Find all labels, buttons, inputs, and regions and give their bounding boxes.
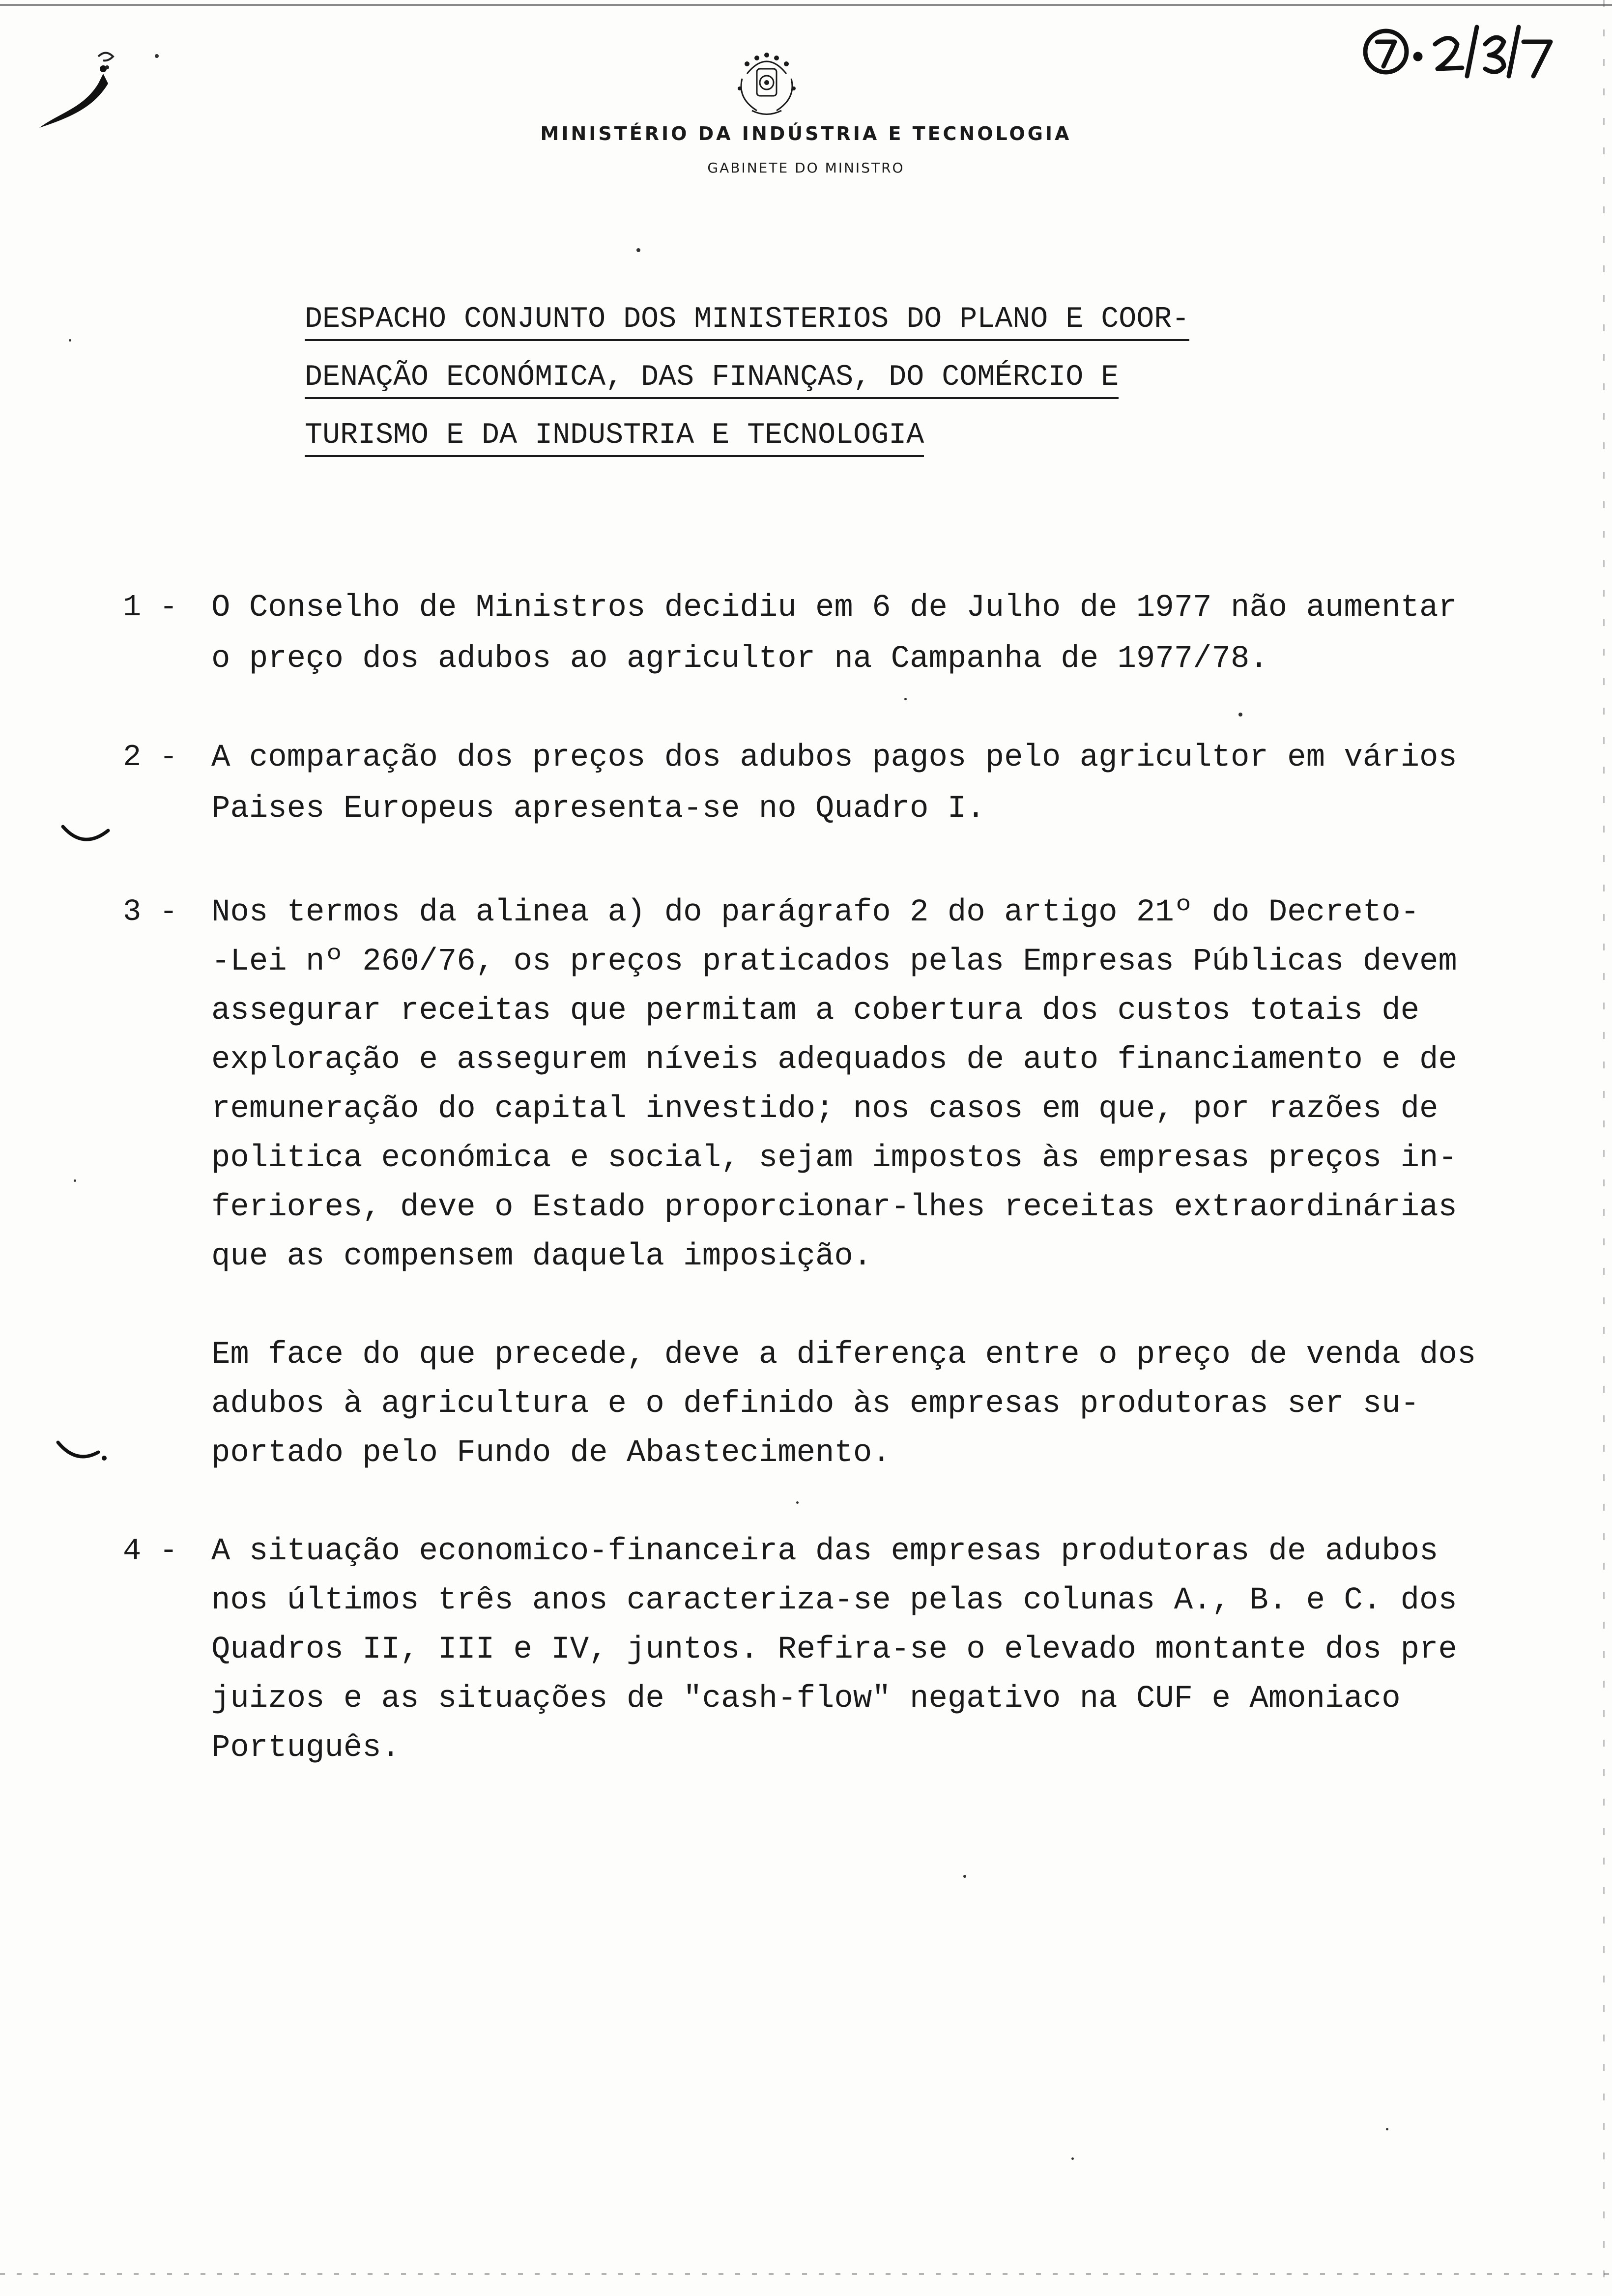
document-title xyxy=(305,305,1347,479)
paragraph-line: politica económica e social, sejam impostos às empresas preços in- xyxy=(211,1141,1457,1176)
paragraph-number: 4 - xyxy=(123,1533,178,1568)
speck xyxy=(69,339,71,342)
scan-edge-bottom xyxy=(0,2273,1612,2275)
paragraph-line: -Lei nº 260/76, os preços praticados pelas Empresas Públicas devem xyxy=(211,944,1457,979)
paragraph-number: 2 - xyxy=(123,740,178,775)
paragraph-line: exploração e assegurem níveis adequados de auto financiamento e de xyxy=(211,1042,1457,1078)
paragraph-line: Quadros II, III e IV, juntos. Refira-se o elevado montante dos pre xyxy=(211,1632,1457,1667)
paragraph-line: juizos e as situações de "cash-flow" negativo na CUF e Amoniaco xyxy=(211,1681,1401,1717)
paragraph-line: Nos termos da alinea a) do parágrafo 2 do artigo 21º do Decreto- xyxy=(211,895,1419,930)
check-tick-mark-icon xyxy=(59,821,113,850)
paragraph-number: 1 - xyxy=(123,590,178,625)
scan-edge-right xyxy=(1603,0,1605,2296)
ink-speck-icon xyxy=(93,47,123,76)
speck xyxy=(74,1179,76,1182)
handwritten-reference-annotation xyxy=(1356,15,1563,88)
paragraph-line: Em face do que precede, deve a diferença entre o preço de venda dos xyxy=(211,1337,1476,1373)
speck xyxy=(904,698,907,700)
paragraph-line: A comparação dos preços dos adubos pagos pelo agricultor em vários xyxy=(211,740,1457,775)
speck xyxy=(1238,713,1242,717)
paragraph-line: remuneração do capital investido; nos casos em que, por razões de xyxy=(211,1091,1439,1127)
speck xyxy=(963,1875,966,1878)
paragraph-line: Paises Europeus apresenta-se no Quadro I. xyxy=(211,791,985,827)
title-line: DESPACHO CONJUNTO DOS MINISTERIOS DO PLANO E COOR- xyxy=(305,305,1347,363)
cabinet-name: GABINETE DO MINISTRO xyxy=(707,160,905,176)
paragraph-number: 3 - xyxy=(123,894,178,929)
speck xyxy=(636,248,640,252)
speck xyxy=(1386,2128,1388,2130)
scan-edge-top xyxy=(0,4,1612,6)
paragraph-line: Português. xyxy=(211,1730,401,1766)
paragraph-line: portado pelo Fundo de Abastecimento. xyxy=(211,1435,891,1471)
paragraph-line: que as compensem daquela imposição. xyxy=(211,1239,872,1274)
speck xyxy=(155,54,159,58)
title-line: DENAÇÃO ECONÓMICA, DAS FINANÇAS, DO COMÉRCIO E xyxy=(305,363,1347,421)
paragraph-line: A situação economico-financeira das empresas produtoras de adubos xyxy=(211,1534,1439,1569)
speck xyxy=(796,1501,799,1504)
paragraph-line: O Conselho de Ministros decidiu em 6 de Julho de 1977 não aumentar xyxy=(211,590,1457,626)
portuguese-republic-coat-of-arms-icon xyxy=(718,44,816,118)
ministry-name: MINISTÉRIO DA INDÚSTRIA E TECNOLOGIA xyxy=(540,123,1072,144)
title-line: TURISMO E DA INDUSTRIA E TECNOLOGIA xyxy=(305,421,1347,479)
check-tick-mark-icon xyxy=(54,1437,108,1467)
paragraph-line: assegurar receitas que permitam a cobertura dos custos totais de xyxy=(211,993,1419,1029)
paragraph-line: feriores, deve o Estado proporcionar-lhes receitas extraordinárias xyxy=(211,1190,1457,1225)
paragraph-line: nos últimos três anos caracteriza-se pelas colunas A., B. e C. dos xyxy=(211,1583,1457,1618)
paragraph-line: adubos à agricultura e o definido às empresas produtoras ser su- xyxy=(211,1386,1419,1422)
paragraph-line: o preço dos adubos ao agricultor na Campanha de 1977/78. xyxy=(211,641,1268,677)
speck xyxy=(1071,2157,1074,2160)
